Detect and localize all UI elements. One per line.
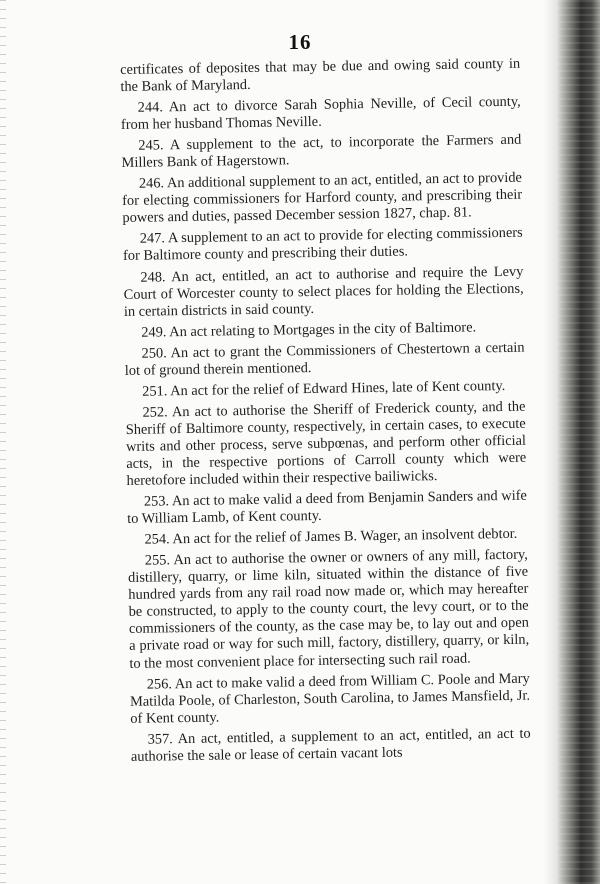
binding-shadow	[544, 0, 558, 884]
act-paragraph: 357. An act, entitled, a supplement to an act, entitled, an act to authorise the sale or lease of certain vacant lots	[130, 725, 531, 765]
act-paragraph: 252. An act to authorise the Sheriff of Frederick county, and the Sheriff of Baltimore county, respectively, in certain cases, to execute writs and other process, serve subpœnas, and perform other official acts, in the respective portions of Carroll county which were heretofore included within their respective bailiwicks.	[125, 398, 527, 489]
act-paragraph: 256. An act to make valid a deed from William C. Poole and Mary Matilda Poole, of Charleston, South Carolina, to James Mansfield, Jr. of Kent county.	[129, 670, 531, 727]
act-paragraph: 253. An act to make valid a deed from Benjamin Sanders and wife to William Lamb, of Kent county.	[127, 487, 527, 528]
act-paragraph: 248. An act, entitled, an act to authorise and require the Levy Court of Worcester county to select places for holding the Elections, in certain districts in said county.	[123, 263, 524, 320]
page-number: 16	[288, 30, 312, 54]
act-paragraph: 247. A supplement to an act to provide for electing commissioners for Baltimore county and prescribing their duties.	[122, 225, 523, 265]
book-binding-edge	[558, 0, 600, 884]
act-paragraph: 255. An act to authorise the owner or owners of any mill, factory, distillery, quarry, or lime kiln, situated within the distance of five hundred yards from any rail road now made or, which may hereafter be constructed, to apply to the county court, the levy court, or to the commissioners of the county, as the case may be, to lay out and open a private road or way for such mill, factory, distillery, quarry, or kiln, to the most convenient place for intersecting such rail road.	[127, 546, 530, 672]
act-paragraph: 251. An act for the relief of Edward Hines, late of Kent county.	[142, 377, 506, 400]
act-paragraph: 245. A supplement to the act, to incorporate the Farmers and Millers Bank of Hagerstown.	[121, 131, 522, 172]
document-body	[120, 56, 531, 770]
act-paragraph: 244. An act to divorce Sarah Sophia Neville, of Cecil county, from her husband Thomas Neville.	[120, 93, 521, 134]
page-left-edge	[0, 0, 6, 884]
act-paragraph: 250. An act to grant the Commissioners of Chestertown a certain lot of ground therein mentioned.	[124, 339, 525, 379]
act-paragraph: 246. An additional supplement to an act, entitled, an act to provide for electing commissioners for Harford county, and prescribing their powers and duties, passed December session 1827, chap. 81.	[122, 169, 523, 227]
act-paragraph: 254. An act for the relief of James B. Wager, an insolvent debtor.	[144, 525, 518, 548]
act-paragraph: 249. An act relating to Mortgages in the city of Baltimore.	[141, 319, 477, 341]
act-paragraph: certificates of deposites that may be due and owing said county in the Bank of Maryland.	[120, 55, 521, 96]
